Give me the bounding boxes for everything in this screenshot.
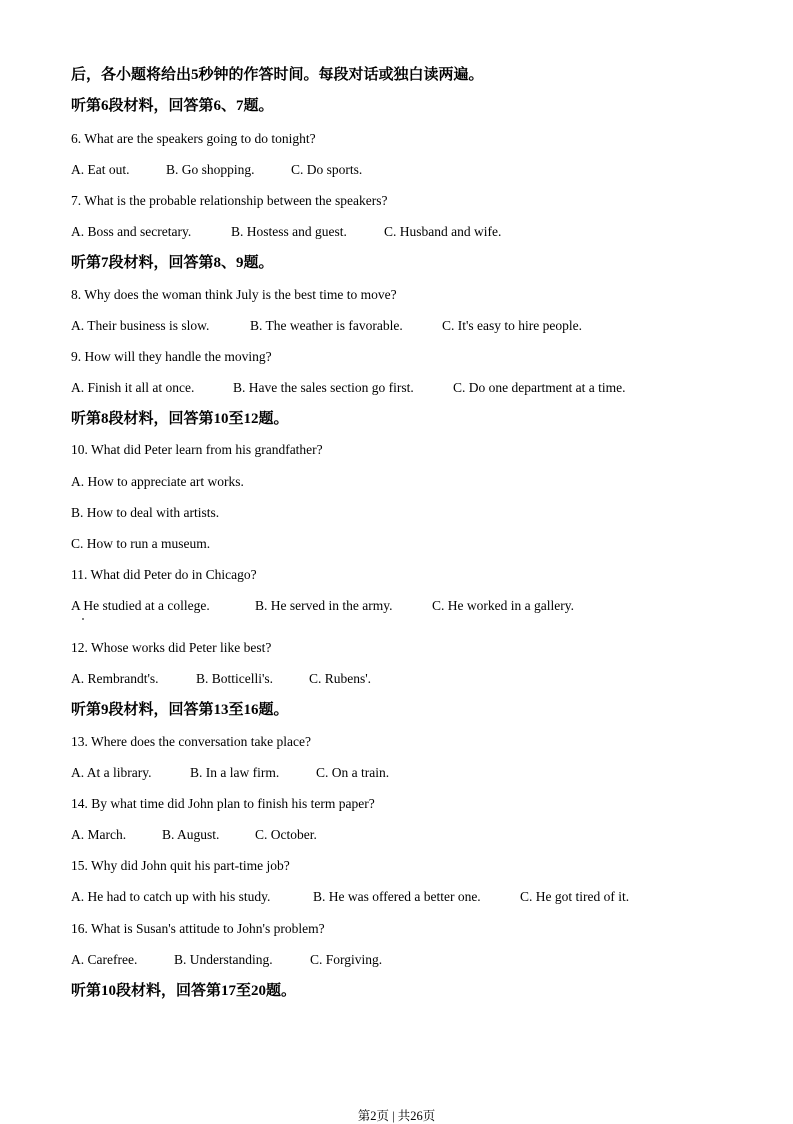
- option-c: C. It's easy to hire people.: [442, 318, 583, 333]
- option-a: A. Boss and secretary.: [71, 224, 192, 239]
- page-footer: 第2页 | 共26页: [357, 1109, 436, 1123]
- option-a: A. Their business is slow.: [71, 318, 210, 333]
- option-b: B. He was offered a better one.: [313, 889, 481, 904]
- option-a: A. Carefree.: [71, 952, 138, 967]
- question-10: 10. What did Peter learn from his grandfather?: [71, 442, 323, 457]
- options-15: [71, 890, 629, 904]
- option-b: B. In a law firm.: [190, 765, 280, 780]
- option-a: A. March.: [71, 827, 127, 842]
- option-b: B. August.: [162, 827, 220, 842]
- option-c: C. Forgiving.: [310, 952, 383, 967]
- option-b: B. Botticelli's.: [196, 671, 274, 686]
- section-heading: 听第7段材料，回答第8、9题。: [71, 255, 274, 271]
- option-a: A. Eat out.: [71, 162, 130, 177]
- section-heading: 听第8段材料，回答第10至12题。: [71, 411, 289, 427]
- section-heading: 听第9段材料，回答第13至16题。: [71, 702, 289, 718]
- option-c: C. Do one department at a time.: [453, 380, 626, 395]
- option-c: C. Husband and wife.: [384, 224, 502, 239]
- option-c: C. How to run a museum.: [71, 536, 211, 551]
- question-9: 9. How will they handle the moving?: [71, 349, 272, 364]
- options-13: [71, 766, 389, 780]
- options-9: [71, 381, 625, 395]
- section-heading: 听第10段材料，回答第17至20题。: [71, 983, 297, 999]
- option-c: C. He got tired of it.: [520, 889, 630, 904]
- option-a: A. How to appreciate art works.: [71, 474, 244, 489]
- option-b: B. Have the sales section go first.: [233, 380, 414, 395]
- options-6: [71, 163, 362, 177]
- question-15: 15. Why did John quit his part-time job?: [71, 858, 290, 873]
- question-12: 12. Whose works did Peter like best?: [71, 640, 272, 655]
- option-c: C. On a train.: [316, 765, 390, 780]
- question-16: 16. What is Susan's attitude to John's problem?: [71, 921, 325, 936]
- options-11: [71, 599, 574, 613]
- intro-text: 后，各小题将给出5秒钟的作答时间。每段对话或独白读两遍。: [71, 67, 484, 83]
- section-heading: 听第6段材料，回答第6、7题。: [71, 98, 274, 114]
- question-6: 6. What are the speakers going to do tonight?: [71, 131, 316, 146]
- question-14: 14. By what time did John plan to finish his term paper?: [71, 796, 375, 811]
- option-c: C. Rubens'.: [309, 671, 372, 686]
- option-b: B. Go shopping.: [166, 162, 255, 177]
- option-a: A He studied at a college.: [71, 598, 210, 613]
- options-12: [71, 672, 371, 686]
- option-c: C. October.: [255, 827, 317, 842]
- option-a: A. Finish it all at once.: [71, 380, 195, 395]
- option-c: C. Do sports.: [291, 162, 363, 177]
- options-16: [71, 953, 382, 967]
- option-a: A. He had to catch up with his study.: [71, 889, 271, 904]
- option-b: B. Hostess and guest.: [231, 224, 347, 239]
- option-b: B. Understanding.: [174, 952, 273, 967]
- question-13: 13. Where does the conversation take place?: [71, 734, 312, 749]
- options-14: [71, 828, 317, 842]
- question-8: 8. Why does the woman think July is the best time to move?: [71, 287, 397, 302]
- stray-dot: [82, 618, 84, 620]
- option-b: B. The weather is favorable.: [250, 318, 403, 333]
- question-7: 7. What is the probable relationship between the speakers?: [71, 193, 388, 208]
- option-b: B. He served in the army.: [255, 598, 393, 613]
- options-8: [71, 319, 582, 333]
- question-11: 11. What did Peter do in Chicago?: [71, 567, 257, 582]
- option-a: A. At a library.: [71, 765, 152, 780]
- option-a: A. Rembrandt's.: [71, 671, 159, 686]
- option-c: C. He worked in a gallery.: [432, 598, 574, 613]
- option-b: B. How to deal with artists.: [71, 505, 220, 520]
- options-7: [71, 225, 501, 239]
